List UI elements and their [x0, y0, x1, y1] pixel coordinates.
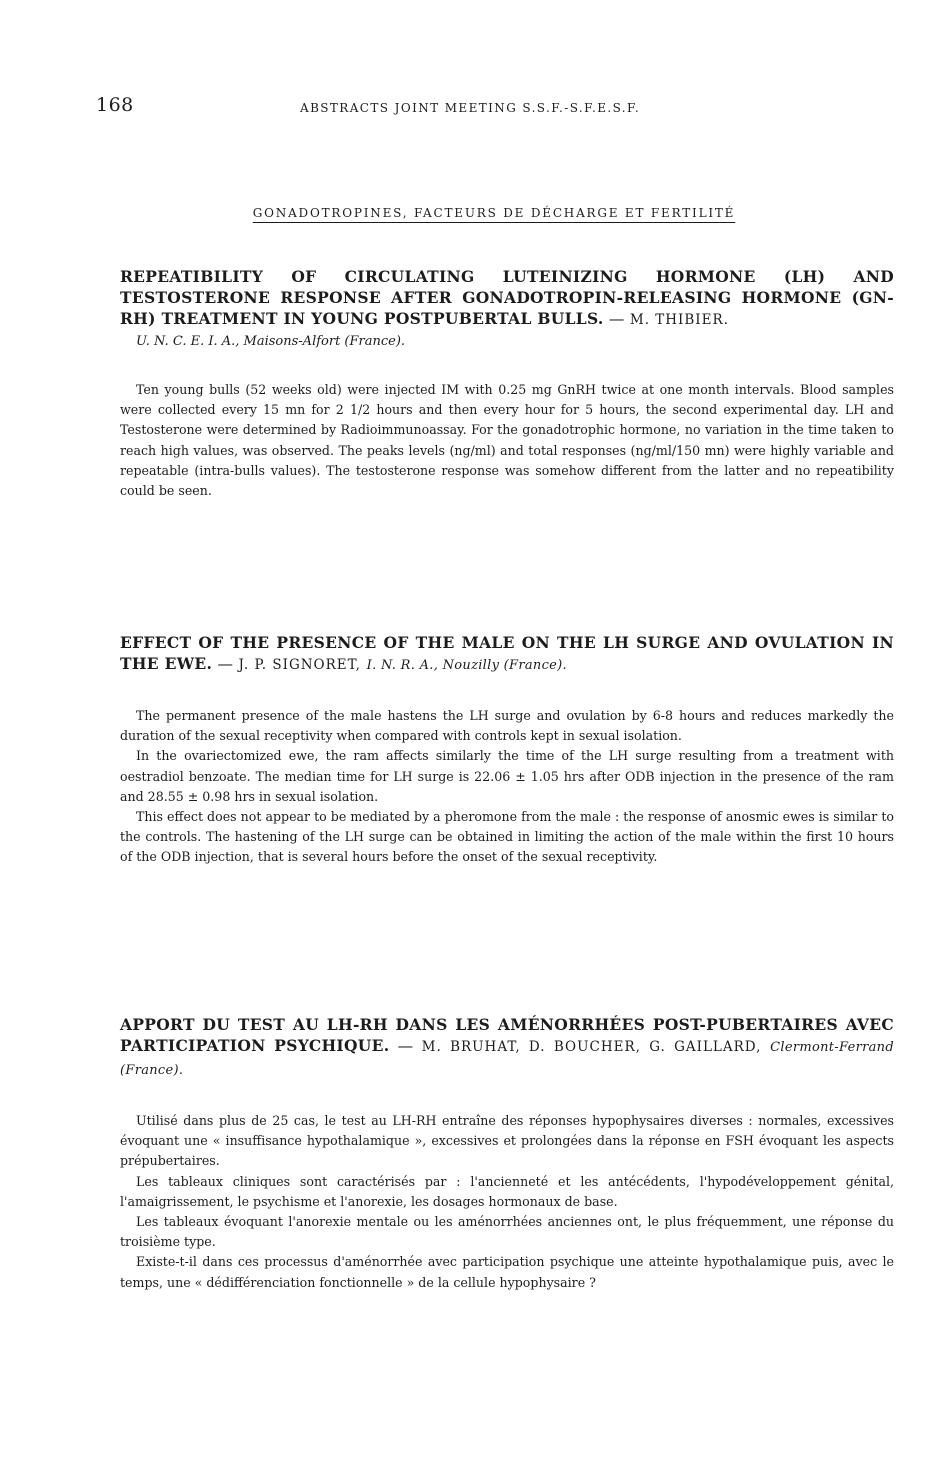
abstract-paragraph: The permanent presence of the male hastens the LH surge and ovulation by 6-8 hours and reduces markedly the duration of the sexual receptivity when compared with controls kept in sexual isolation.: [120, 708, 894, 744]
abstract-affiliation: I. N. R. A., Nouzilly (France).: [366, 658, 567, 673]
title-separator: —: [389, 1037, 422, 1055]
abstract-3: [120, 1014, 894, 1293]
abstract-affiliation: Clermont-Ferrand (France).: [120, 1040, 894, 1078]
abstract-paragraph: Utilisé dans plus de 25 cas, le test au LH-RH entraîne des réponses hypophysaires diverses : normales, excessives évoquant une « insuffisance hypothalamique », excessives et prolongées dans la réponse en FSH évoquant les aspects prépubertaires.: [120, 1113, 894, 1169]
abstract-authors: M. BRUHAT, D. BOUCHER, G. GAILLARD,: [421, 1039, 762, 1055]
abstract-title: [120, 632, 894, 676]
abstract-title: [120, 266, 894, 331]
abstract-body: [120, 1111, 894, 1293]
abstract-title: [120, 1014, 894, 1081]
title-separator: —: [603, 310, 630, 328]
section-heading: GONADOTROPINES, FACTEURS DE DÉCHARGE ET FERTILITÉ: [252, 206, 736, 220]
abstract-title-text: REPEATIBILITY OF CIRCULATING LUTEINIZING HORMONE (LH) AND TESTOSTERONE RESPONSE AFTER GONADOTROPIN-RELEASING HORMONE (GN-RH) TREATMENT IN YOUNG POSTPUBERTAL BULLS.: [120, 267, 894, 328]
abstract-paragraph: Ten young bulls (52 weeks old) were injected IM with 0.25 mg GnRH twice at one month intervals. Blood samples were collected every 15 mn for 2 1/2 hours and then every hour for 5 hours, the second experimental day. LH and Testosterone were determined by Radioimmunoassay. For the gonadotrophic hormone, no variation in the time taken to reach high values, was observed. The peaks levels (ng/ml) and total responses (ng/ml/150 mn) were highly variable and repeatable (intra-bulls values). The testosterone response was somehow different from the latter and no repeatibility could be seen.: [120, 382, 894, 499]
abstract-affiliation: U. N. C. E. I. A., Maisons-Alfort (France).: [136, 334, 406, 349]
abstract-paragraph: In the ovariectomized ewe, the ram affects similarly the time of the LH surge resulting from a treatment with oestradiol benzoate. The median time for LH surge is 22.06 ± 1.05 hrs after ODB injection in the presence of the ram and 28.55 ± 0.98 hrs in sexual isolation.: [120, 748, 894, 804]
abstract-body: [120, 706, 894, 868]
abstract-paragraph: Existe-t-il dans ces processus d'aménorrhée avec participation psychique une atteinte hypothalamique puis, avec le temps, une « dédifférenciation fonctionnelle » de la cellule hypophysaire ?: [120, 1254, 894, 1290]
abstract-paragraph: This effect does not appear to be mediated by a pheromone from the male : the response of anosmic ewes is similar to the controls. The hastening of the LH surge can be obtained in limiting the action of the male within the first 10 hours of the ODB injection, that is several hours before the onset of the sexual receptivity.: [120, 809, 894, 865]
abstract-paragraph: Les tableaux évoquant l'anorexie mentale ou les aménorrhées anciennes ont, le plus fréquemment, une réponse du troisième type.: [120, 1214, 894, 1250]
abstract-title-text: EFFECT OF THE PRESENCE OF THE MALE ON THE LH SURGE AND OVULATION IN THE EWE.: [120, 633, 894, 673]
abstract-1: [120, 266, 894, 501]
running-head: ABSTRACTS JOINT MEETING S.S.F.-S.F.E.S.F.: [300, 101, 641, 115]
abstract-2: [120, 632, 894, 868]
abstract-authors: M. THIBIER.: [629, 312, 729, 328]
abstract-authors: J. P. SIGNORET,: [238, 657, 361, 673]
page-number: 168: [96, 94, 134, 116]
title-separator: —: [212, 655, 239, 673]
abstract-body: [120, 380, 894, 501]
abstract-paragraph: Les tableaux cliniques sont caractérisés par : l'ancienneté et les antécédents, l'hypodéveloppement génital, l'amaigrissement, le psychisme et l'anorexie, les dosages hormonaux de base.: [120, 1173, 894, 1209]
abstract-title-text: APPORT DU TEST AU LH-RH DANS LES AMÉNORRHÉES POST-PUBERTAIRES AVEC PARTICIPATION PSYCHIQUE.: [120, 1015, 894, 1055]
